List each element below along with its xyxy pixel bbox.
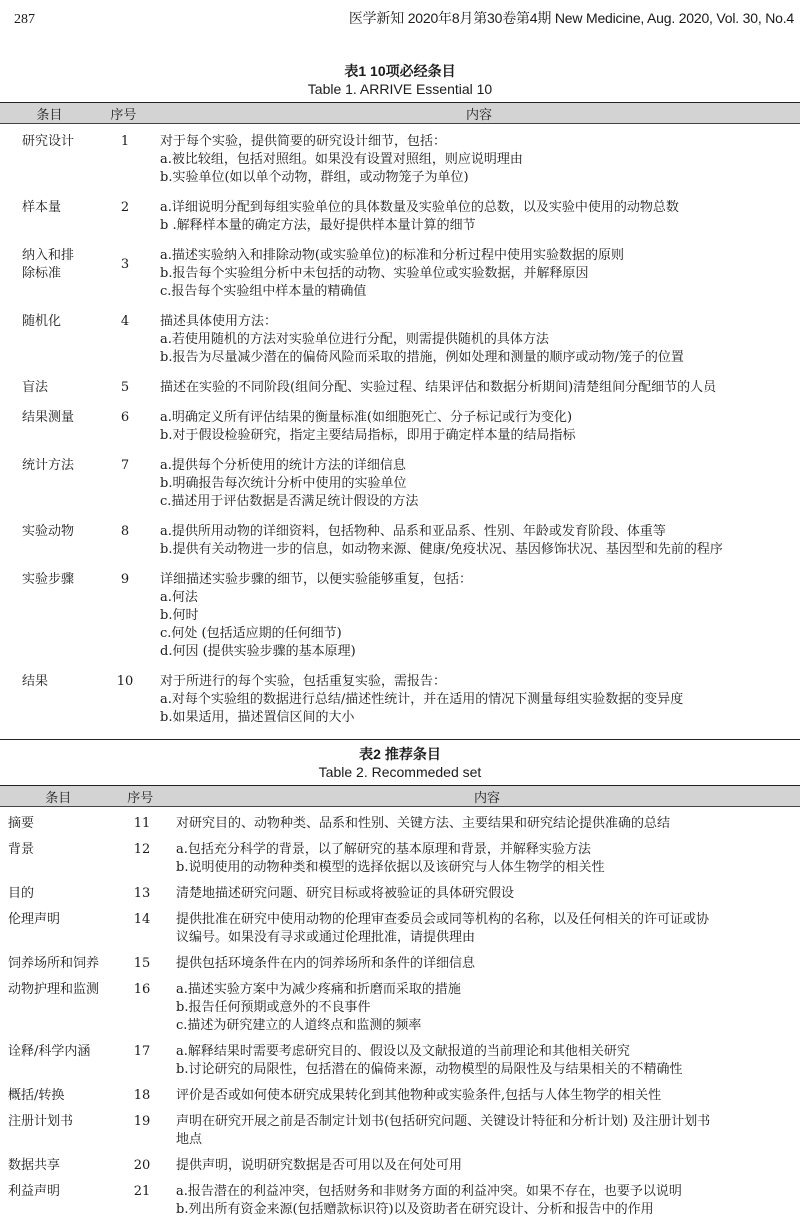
content-line: b.报告每个实验组分析中未包括的动物、实验单位或实验数据，并解释原因: [160, 266, 589, 281]
item-name-line: 结果: [22, 674, 49, 689]
item-content: [166, 1043, 800, 1079]
item-number: 6: [120, 410, 130, 425]
item-content: [166, 1113, 800, 1149]
item-name: 伦理声明: [8, 912, 61, 927]
content-line: a.提供每个分析使用的统计方法的详细信息: [160, 458, 406, 473]
content-line: b.列出所有资金来源(包括赠款标识符)以及资助者在研究设计、分析和报告中的作用: [176, 1202, 654, 1217]
item-name-line: 实验步骤: [22, 572, 75, 587]
item-name-line: 除标准: [22, 266, 62, 281]
item-name-line: 统计方法: [22, 458, 75, 473]
content-line: 清楚地描述研究问题、研究目标或将被验证的具体研究假设: [176, 886, 515, 901]
item-name: [0, 247, 100, 301]
content-line: 对于每个实验，提供简要的研究设计细节，包括：: [160, 134, 447, 149]
table2-caption-en: Table 2. Recommeded set: [318, 764, 482, 780]
table1-bottom-rule: [0, 739, 800, 740]
item-number: 7: [120, 458, 130, 473]
item-name-line: 盲法: [22, 380, 49, 395]
item-content: [150, 313, 800, 367]
table-row: [0, 1043, 800, 1079]
item-number: 16: [133, 982, 151, 997]
item-name: 动物护理和监测: [8, 982, 100, 997]
table1-caption: [0, 62, 800, 98]
item-name-line: 研究设计: [22, 134, 75, 149]
content-line: 详细描述实验步骤的细节，以便实验能够重复，包括：: [160, 572, 473, 587]
item-name: 数据共享: [8, 1158, 61, 1173]
item-number: 13: [133, 886, 151, 901]
item-name: 目的: [8, 886, 35, 901]
item-name: [0, 409, 100, 445]
table-row: [0, 673, 800, 727]
item-name-line: 纳入和排: [22, 248, 75, 263]
content-line: 声明在研究开展之前是否制定计划书(包括研究问题、关键设计特征和分析计划) 及注册计划书: [176, 1114, 711, 1129]
content-line: a.若使用随机的方法对实验单位进行分配，则需提供随机的具体方法: [160, 332, 549, 347]
table-row: [0, 1087, 800, 1105]
item-number: 17: [133, 1044, 151, 1059]
content-line: a.解释结果时需要考虑研究目的、假设以及文献报道的当前理论和其他相关研究: [176, 1044, 630, 1059]
table-row: [0, 1157, 800, 1175]
item-content: [166, 1157, 800, 1175]
item-name: [0, 199, 100, 235]
item-name: 概括/转换: [8, 1088, 65, 1103]
content-line: 评价是否或如何使本研究成果转化到其他物种或实验条件,包括与人体生物学的相关性: [176, 1088, 662, 1103]
item-content: [166, 1087, 800, 1105]
item-name-line: 结果测量: [22, 410, 75, 425]
content-line: b.说明使用的动物种类和模型的选择依据以及该研究与人体生物学的相关性: [176, 860, 605, 875]
item-name: 背景: [8, 842, 35, 857]
item-number: 15: [133, 956, 151, 971]
item-content: [166, 815, 800, 833]
content-line: b.何时: [160, 608, 199, 623]
item-number: 8: [120, 524, 130, 539]
table-row: [0, 199, 800, 235]
item-name: 诠释/科学内涵: [8, 1044, 91, 1059]
item-number: 18: [133, 1088, 151, 1103]
item-name-line: 实验动物: [22, 524, 75, 539]
content-line: b.报告为尽量减少潜在的偏倚风险而采取的措施，例如处理和测量的顺序或动物/笼子的位置: [160, 350, 684, 365]
item-content: [150, 523, 800, 559]
item-name: [0, 313, 100, 367]
item-number: 9: [120, 572, 130, 587]
content-line: 地点: [176, 1132, 203, 1147]
item-content: [150, 199, 800, 235]
item-number: 4: [120, 314, 130, 329]
header-content: 内容: [466, 107, 493, 123]
item-number: 2: [120, 200, 130, 215]
content-line: c.何处 (包括适应期的任何细节): [160, 626, 342, 641]
table-row: [0, 247, 800, 301]
table-row: [0, 379, 800, 397]
item-name: [0, 457, 100, 511]
table-row: [0, 981, 800, 1035]
content-line: a.报告潜在的利益冲突，包括财务和非财务方面的利益冲突。如果不存在，也要予以说明: [176, 1184, 682, 1199]
item-number: 11: [133, 816, 151, 831]
table-row: [0, 911, 800, 947]
item-number: 3: [120, 257, 130, 272]
table-row: [0, 815, 800, 833]
content-line: b.提供有关动物进一步的信息，如动物来源、健康/免疫状况、基因修饰状况、基因型和先前的程序: [160, 542, 723, 557]
content-line: 提供批准在研究中使用动物的伦理审查委员会或同等机构的名称，以及任何相关的许可证或协: [176, 912, 710, 927]
item-content: [166, 911, 800, 947]
table1-caption-zh: 表1 10项必经条目: [344, 63, 456, 79]
header-number: 序号: [127, 790, 154, 806]
table-row: [0, 523, 800, 559]
content-line: 议编号。如果没有寻求或通过伦理批准，请提供理由: [176, 930, 476, 945]
item-content: [150, 409, 800, 445]
content-line: a.描述实验纳入和排除动物(或实验单位)的标准和分析过程中使用实验数据的原则: [160, 248, 625, 263]
item-number: 14: [133, 912, 151, 927]
item-name: 注册计划书: [8, 1114, 74, 1129]
item-content: [166, 955, 800, 973]
table1-caption-en: Table 1. ARRIVE Essential 10: [307, 81, 493, 97]
journal-info: 医学新知 2020年8月第30卷第4期 New Medicine, Aug. 2020, Vol. 30, No.4: [348, 10, 794, 26]
content-line: b.报告任何预期或意外的不良事件: [176, 1000, 371, 1015]
item-content: [166, 1183, 800, 1219]
item-content: [166, 841, 800, 877]
content-line: c.描述为研究建立的人道终点和监测的频率: [176, 1018, 422, 1033]
table-row: [0, 841, 800, 877]
table-row: [0, 955, 800, 973]
content-line: 对于所进行的每个实验，包括重复实验，需报告：: [160, 674, 447, 689]
item-content: [150, 247, 800, 301]
table2-header: [0, 785, 800, 807]
item-name: [0, 133, 100, 187]
content-line: 提供包括环境条件在内的饲养场所和条件的详细信息: [176, 956, 476, 971]
table1: [0, 102, 800, 740]
item-content: [150, 673, 800, 727]
content-line: a.对每个实验组的数据进行总结/描述性统计，并在适用的情况下测量每组实验数据的变异度: [160, 692, 684, 707]
header-item: 条目: [45, 790, 72, 806]
item-number: 21: [133, 1184, 151, 1199]
item-number: 5: [120, 380, 130, 395]
content-line: b.对于假设检验研究，指定主要结局指标，即用于确定样本量的结局指标: [160, 428, 576, 443]
content-line: b.明确报告每次统计分析中使用的实验单位: [160, 476, 407, 491]
content-line: 对研究目的、动物种类、品系和性别、关键方法、主要结果和研究结论提供准确的总结: [176, 816, 671, 831]
table-row: [0, 1183, 800, 1219]
content-line: a.被比较组，包括对照组。如果没有设置对照组，则应说明理由: [160, 152, 523, 167]
content-line: c.描述用于评估数据是否满足统计假设的方法: [160, 494, 419, 509]
content-line: b.如果适用，描述置信区间的大小: [160, 710, 355, 725]
table1-body: [0, 124, 800, 727]
item-number: 10: [116, 674, 134, 689]
table2-caption-zh: 表2 推荐条目: [359, 746, 441, 762]
item-name: 利益声明: [8, 1184, 61, 1199]
content-line: 提供声明，说明研究数据是否可用以及在何处可用: [176, 1158, 463, 1173]
item-content: [150, 457, 800, 511]
table-row: [0, 885, 800, 903]
header-number: 序号: [110, 107, 137, 123]
table2: [0, 785, 800, 1227]
content-line: b .解释样本量的确定方法，最好提供样本量计算的细节: [160, 218, 476, 233]
item-number: 12: [133, 842, 151, 857]
content-line: c.报告每个实验组中样本量的精确值: [160, 284, 367, 299]
item-content: [150, 571, 800, 661]
item-content: [150, 379, 800, 397]
item-name-line: 样本量: [22, 200, 62, 215]
content-line: a.何法: [160, 590, 198, 605]
item-name: [0, 379, 100, 397]
item-number: 1: [120, 134, 130, 149]
content-line: b.讨论研究的局限性，包括潜在的偏倚来源，动物模型的局限性及与结果相关的不精确性: [176, 1062, 683, 1077]
content-line: d.何因 (提供实验步骤的基本原理): [160, 644, 356, 659]
item-name: [0, 571, 100, 661]
content-line: a.明确定义所有评估结果的衡量标准(如细胞死亡、分子标记或行为变化): [160, 410, 573, 425]
item-name-line: 随机化: [22, 314, 62, 329]
item-name: [0, 523, 100, 559]
item-content: [166, 885, 800, 903]
table1-header: [0, 102, 800, 124]
item-content: [166, 981, 800, 1035]
item-name: 摘要: [8, 816, 35, 831]
item-name: [0, 673, 100, 727]
table2-caption: [0, 745, 800, 781]
table-row: [0, 571, 800, 661]
table-row: [0, 313, 800, 367]
table2-body: [0, 807, 800, 1219]
table-row: [0, 409, 800, 445]
item-content: [150, 133, 800, 187]
table-row: [0, 133, 800, 187]
page-number: 287: [14, 12, 35, 27]
table-row: [0, 457, 800, 511]
header-item: 条目: [36, 107, 63, 123]
item-number: 20: [133, 1158, 151, 1173]
content-line: b.实验单位(如以单个动物，群组，或动物笼子为单位): [160, 170, 469, 185]
content-line: 描述具体使用方法：: [160, 314, 278, 329]
item-name: 饲养场所和饲养: [8, 956, 100, 971]
header-content: 内容: [473, 790, 500, 806]
content-line: a.详细说明分配到每组实验单位的具体数量及实验单位的总数，以及实验中使用的动物总数: [160, 200, 679, 215]
content-line: a.提供所用动物的详细资料，包括物种、品系和亚品系、性别、年龄或发育阶段、体重等: [160, 524, 666, 539]
content-line: 描述在实验的不同阶段(组间分配、实验过程、结果评估和数据分析期间)清楚组间分配细节的人员: [160, 380, 717, 395]
content-line: a.包括充分科学的背景，以了解研究的基本原理和背景，并解释实验方法: [176, 842, 591, 857]
page-header: [14, 8, 794, 30]
item-number: 19: [133, 1114, 151, 1129]
content-line: a.描述实验方案中为减少疼痛和折磨而采取的措施: [176, 982, 461, 997]
table-row: [0, 1113, 800, 1149]
